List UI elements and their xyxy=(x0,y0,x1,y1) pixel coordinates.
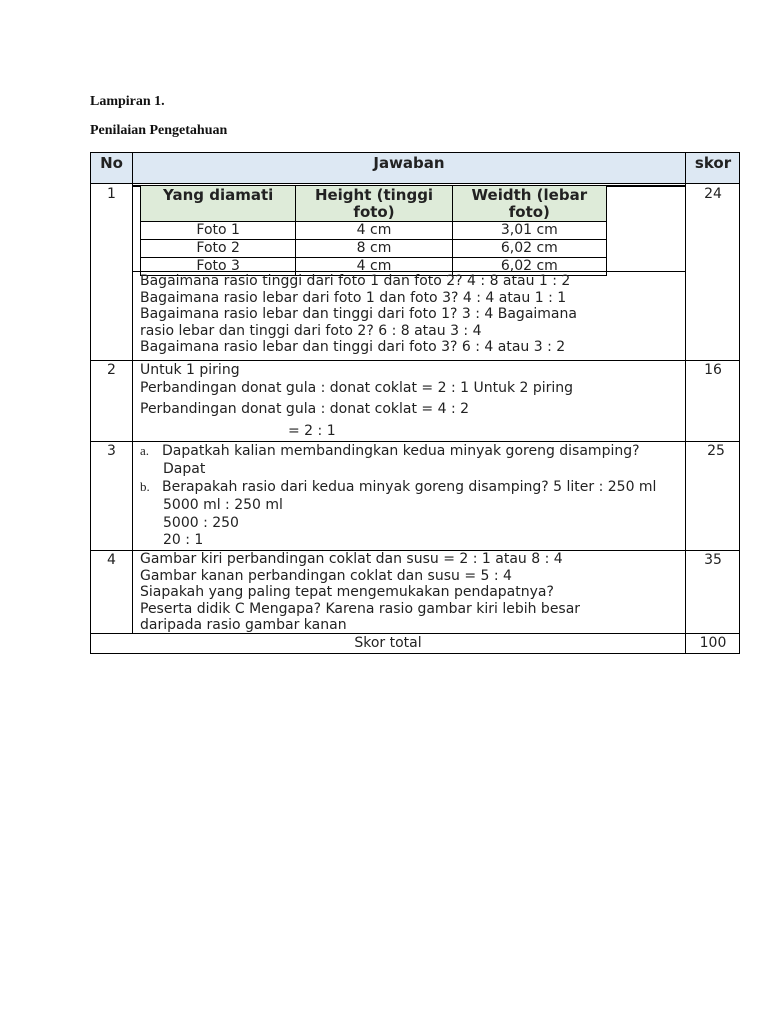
row-score: 24 xyxy=(704,186,722,202)
row-score: 35 xyxy=(704,552,722,568)
answer-line: Bagaimana rasio lebar dan tinggi dari foto 3? 6 : 4 atau 3 : 2 xyxy=(140,339,566,356)
inner-cell: Foto 1 xyxy=(141,222,296,240)
row-divider xyxy=(91,183,739,184)
total-label: Skor total xyxy=(354,635,422,651)
question-item xyxy=(140,443,640,459)
row-divider xyxy=(91,360,739,361)
question-item xyxy=(140,479,656,495)
inner-cell: 4 cm xyxy=(296,222,452,240)
answer-line: rasio lebar dan tinggi dari foto 2? 6 : 8 atau 3 : 4 xyxy=(140,322,482,339)
row-divider xyxy=(91,441,739,442)
inner-cell: 8 cm xyxy=(296,240,452,258)
inner-cell: Foto 2 xyxy=(141,240,296,258)
inner-cell: 6,02 cm xyxy=(452,240,606,258)
question-text: Berapakah rasio dari kedua minyak goreng disamping? 5 liter : 250 ml xyxy=(162,479,657,495)
answer-line: Siapakah yang paling tepat mengemukakan pendapatnya? xyxy=(140,584,554,601)
row-number: 1 xyxy=(107,186,116,202)
answer-line: Bagaimana rasio tinggi dari foto 1 dan foto 2? 4 : 8 atau 1 : 2 xyxy=(140,273,571,289)
answer-line: Perbandingan donat gula : donat coklat = 2 : 1 Untuk 2 piring xyxy=(140,380,574,396)
col-divider-skor xyxy=(685,153,686,653)
answer-line: 5000 ml : 250 ml xyxy=(163,497,283,513)
appendix-title: Lampiran 1. xyxy=(90,94,165,109)
total-score: 100 xyxy=(699,635,727,651)
header-jawaban: Jawaban xyxy=(373,154,445,172)
answer-line: Peserta didik C Mengapa? Karena rasio gambar kiri lebih besar xyxy=(140,600,581,617)
inner-header: Height (tinggi foto) xyxy=(296,186,452,222)
answer-line: = 2 : 1 xyxy=(288,423,336,439)
answer-line: 5000 : 250 xyxy=(163,515,239,531)
header-skor: skor xyxy=(694,154,732,172)
answer-line: Gambar kiri perbandingan coklat dan susu = 2 : 1 atau 8 : 4 xyxy=(140,551,563,567)
answer-text-block xyxy=(140,273,577,356)
inner-header: Yang diamati xyxy=(141,186,296,222)
inner-header: Weidth (lebar foto) xyxy=(452,186,606,222)
answer-line: 20 : 1 xyxy=(163,532,204,548)
section-title: Penilaian Pengetahuan xyxy=(90,123,228,138)
answer-line: Gambar kanan perbandingan coklat dan susu = 5 : 4 xyxy=(140,567,512,584)
row-number: 4 xyxy=(107,552,116,568)
list-marker: a. xyxy=(140,443,150,458)
question-text: Dapatkah kalian membandingkan kedua minyak goreng disamping? xyxy=(162,443,640,459)
row-score: 25 xyxy=(707,443,725,459)
inner-cell: Foto 3 xyxy=(141,258,296,276)
answer-line: Bagaimana rasio lebar dari foto 1 dan foto 3? 4 : 4 atau 1 : 1 xyxy=(140,289,567,306)
assessment-table xyxy=(90,152,740,654)
answer-text-block xyxy=(140,551,580,634)
answer-line: Untuk 1 piring xyxy=(140,362,240,378)
row-number: 3 xyxy=(107,443,116,459)
row-score: 16 xyxy=(704,362,722,378)
answer-line: Bagaimana rasio lebar dan tinggi dari foto 1? 3 : 4 Bagaimana xyxy=(140,306,577,323)
answer-line: Perbandingan donat gula : donat coklat = 4 : 2 xyxy=(140,401,470,417)
row-number: 2 xyxy=(107,362,116,378)
inner-cell: 4 cm xyxy=(296,258,452,276)
inner-cell: 3,01 cm xyxy=(452,222,606,240)
answer-line: daripada rasio gambar kanan xyxy=(140,617,347,634)
header-no: No xyxy=(100,154,123,172)
list-marker: b. xyxy=(140,479,150,494)
answer-line: Dapat xyxy=(163,461,206,477)
col-divider-no xyxy=(132,153,133,634)
photo-measurement-table xyxy=(140,185,607,276)
inner-cell: 6,02 cm xyxy=(452,258,606,276)
